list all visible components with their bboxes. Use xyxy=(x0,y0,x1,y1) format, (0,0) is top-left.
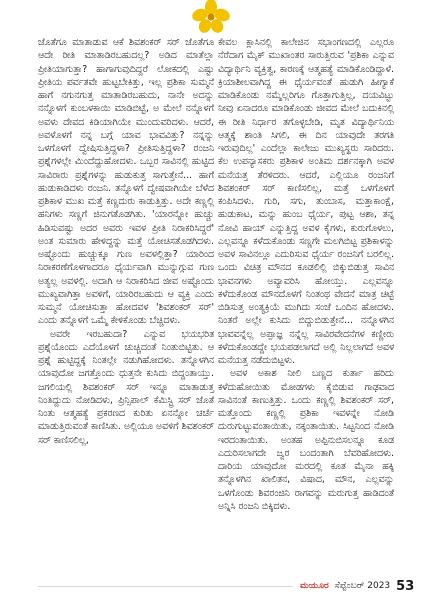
footer-divider xyxy=(38,586,293,587)
page-number: 53 xyxy=(396,578,415,594)
article-paragraph: ಅವಳ ಅಕಾಶ ನೀಲಿ ಬಣ್ಣದ ಕುರ್ತಾ ಹರಿದು ಕಳೆದುಹೋಯಿತು ಮೋಡಗಳು ಕೈಬಿಡುವ ಗಾಢವಾದ ಸಾವಿನಂತೆ ಕಾಣುತ್ತಿತ್ತು. ಒಂದು ಕಣ್ಣಲ್ಲಿ ಶಿವಶಂಕರ್ ಸರ್, ಮತ್ತೊಂದು ಕಣ್ಣಲ್ಲಿ ಪ್ರಶಿಕಾ ಇವಳನ್ನೇ ನೋಡಿ ದುರುಗುಟ್ಟುವಂತಾಯಿತು, ನಕ್ಕಂತಾಯಿತು. ಸಿಟ್ಟನಿಂದ ನೋಡಿ ಇರದಂತಾಯಿತು. ಅಂತಹ ಅಪ್ಪಿನುಬಿಸಲನ್ನೂ ಕೂಡ ಎದುರಿಸಲಾಗದೇ ಜ್ವರ ಬಂದಂತಾಗಿ ಬೆವರಿಹೋದಳು. ದಾರಿಯ ಯಾವುದೋ ಮರದಲ್ಲಿ ಕೂತ ಮೈನಾ ಹಕ್ಕಿ ತನ್ನೊಳಗಿನ ಖಾಲಿತನ, ವಿಷಾದ, ಮೌನ, ಎಲ್ಲವನ್ನು ಒಳಗೊಂಡು ಶಿವರಂಜಿನಿ ರಾಗವನ್ನು ಮರುಗುತ್ತ ಹಾಡಿದಂತೆ ಅನ್ನಿಸಿ ರಂಜನಿ ಬಿಕ್ಕಿದಳು. xyxy=(218,368,394,512)
article-paragraph: ಅವರೇ ಇರಬಹುದಾ? ಎನ್ನುವ ಭಯಭರಿತ ಪ್ರಶ್ನೆಯೊಂದು ಎದೆಯೊಳಗೆ ಚುಚ್ಚಿದಂತೆ ನಿಂತುಬಿಟ್ಟಿತು. ಆ ಪ್ರಶ್ನೆ ಹುಟ್ಟಿದ್ದಕ್ಕೆ ನಿಂತಲ್ಲೇ ನಡುಗಿಹೋದಳು. ತನ್ನೊಳಗಿನ ಯಾವುದೋ ಜಗತ್ತೊಂದು ಧುತ್ತನೇ ಕುಸಿದು ಬಿದ್ದಂತಾಯ್ತು. ಜಗಲಿಯಲ್ಲಿ ಶಿವಶಂಕರ್ ಸರ್ ಇನ್ನೂ ಮಾತಾಡುತ್ತ ನಿಂತಿದ್ದುದು ನೋಡಿದಳು, ಪ್ರಿನ್ಸಿಪಾಲ್ ಕೆಮಿಸ್ಟ್ರಿ ಸರ್ ಜೊತೆ ನಿಂತು ಆತ್ಮಹತ್ಯೆ ಪ್ರಕರಣದ ಕುರಿತು ಏನನ್ನೋ ಚರ್ಚೆ ಮಾಡುತ್ತಿರುವಂತೆ ಕಾಣಿಸಿತು. ಅಲ್ಲಿಯೂ ಅವಳಿಗೆ ಶಿವಶಂಕರ್ ಸರ್ ಕಾಣಿಸಲಿಲ್ಲ, xyxy=(38,328,214,446)
article-column-right xyxy=(218,36,394,513)
page-footer xyxy=(300,576,414,596)
issue-date: ಸೆಪ್ಟೆಂಬರ್ 2023 xyxy=(334,581,391,591)
magazine-brand: ಮಯೂರ xyxy=(300,581,329,591)
flower-ornament-icon xyxy=(186,0,236,34)
article-column-left xyxy=(38,36,214,447)
article-paragraph: ಕೇವಲ ಕ್ಲಾಸಿನಲ್ಲಿ ಕಾಲೇಜಿನ ಸಭಾಂಗಣದಲ್ಲಿ ಎಲ್ಲರೂ ನೆರೆದಾಗ ಮೈಕ್ ಮುಖಾಂತರ ಸಾರುತ್ತಿರುವ 'ಪ್ರಶಿಕಾ ಎನ್ನುವ ವಿದ್ಯಾರ್ಥಿನಿ ವ್ಯಕ್ತಿತ್ವ, ಕಾರಣಕ್ಕೆ ಆತ್ಮಹತ್ಯೆ ಮಾಡಿಕೊಂಡಿದ್ದಾಳೆ. ಕ್ರಿಯಾಶೀಲವಾಗಿದ್ದ ಈ ಧೈರ್ಯವಂತೆ ಹುಡುಗಿ ಹೀಗ್ಯಾಕೆ ಮಾಡಿಕೊಂಡು ನಮ್ಮೆಲ್ಲರಿಗೂ ಗೊತ್ತಾಗುತ್ತಿಲ್ಲ, ದಯವಿಟ್ಟು ನೀವು ಏನಾದರೂ ಮಾಡಿಕೊಂಡು ಜೀವದ ಮೇಲೆ ಬದುಕಿನಲ್ಲಿ ಈ ರೀತಿ ನಿರ್ಧಾರ ತಗೊಳ್ಳಬೇಡಿ, ಮೃತ ವಿದ್ಯಾರ್ಥಿನಿಯ ಆತ್ಮಕ್ಕೆ ಶಾಂತಿ ಸಿಗಲಿ, ಈ ದಿನ ಯಾವುದೇ ತರಗತಿ ಇರುವುದಿಲ್ಲ' ಎಂದೆಲ್ಲಾ ಕಾಲೇಜು ಮುಖ್ಯಸ್ಥರು ಸಾರಿದರು. ಕೆಲ ಉಪನ್ಯಾಸಕರು ಪ್ರಶಿಕಾಳ ಅಂತಿಮ ದರ್ಶನಕ್ಕಾಗಿ ಅವಳ ಮನೆಯತ್ತ ತೆರಳಿದರು. ಆದರೆ, ಎಲ್ಲಿಯೂ ರಂಜನಿಗೆ ಶಿವಶಂಕರ್ ಸರ್ ಕಾಣಿಸಲಿಲ್ಲ, ಮತ್ತೆ ಒಳಗೊಳಗೆ ಕಂಪಿಸಿದಳು. ಗುರಿ, ಸಗು, ತುಂಬಾಸ, ಮತ್ತಾಕಾಂಕ್ಷೆ, ಹುಡುಕಾಟ, ಮನ್ನು ಹುಂಬ ಧೈರ್ಯ, ಪುಟ್ಟ ಆಶಾ, ತನ್ನ ನೋವಿ ಹಾಯ್ ಎನ್ನುತ್ತಿದ್ದ ಅವಳ ಕೈಗಳು, ಕುರುಗೊಳಲು, ಎಲ್ಲವನ್ನೂ ಕಳೆದುಕೊಂಡು ಸಣ್ಣಗೇ ಮಲಗಿಬಿಟ್ಟ ಪ್ರಶಿಕಾಳನ್ನು ಅವಳ ಸಾವಿನಲ್ಲೂ ಎದುರಿಸುವ ಧೈರ್ಯ ರಂಜನಿಗೆ ಬರಲಿಲ್ಲ. ಒಂದು ವಿಚಿತ್ರ ಮೌನದ ಕೂಡಲಿಲ್ಲಿ ಬಿಕ್ಕುಬಿಡುತ್ತ ಸಾವಿನ ಭಾವನಗಳು ಅವ್ಯಾವರಿಸಿ ಹೋಯ್ತು. ಎಲ್ಲವನ್ನೂ ಕಳೆದುಕೊಂಡ ಮೌನದೊಳಗೆ ನಿಂತಂಥ ವೇದನೆ ಮಾತ್ರ ಚಿಟ್ಟೆ ಬಿಡಿಸುತ್ತ ಅಂತ್ಯಕ್ರಿಯೆ ಮುಗಿದು ಸಂಜೆ ಒಂದಿನ ಹೋದಳು. ನಿಂತರೆ ಅಲ್ಲೇ ಕುಸಿದು ಬಿದ್ದುಬಿಡುತ್ತೇನೆ... ನನ್ನೊಳಗಿನ ಭಾವವನ್ನೆಲ್ಲ ಅಪ್ಪಾಜ್ಞ ನನ್ನೆಲ್ಲ ಸಾವಿರವೇದನೆಗಳ ಕಣ್ಣೀರು ಕಳೆದುಕೊಂಡದ್ದೇ ಭಯಪಡಲಾಗದೆ ಅಲ್ಲಿ ನಿಲ್ಲಲಾಗದೆ ಅವಳ ಮನೆಯತ್ತ ನಡೆದುಬಿಟ್ಟಳು. xyxy=(218,37,394,366)
article-paragraph: ಜೊತೆಗೂ ಮಾತಾಡುವ ಆಕೆ ಶಿವಶಂಕರ್ ಸರ್ ಜೊತೆಗೂ ಆದೇ ರೀತಿ ಮಾತಾಡಿರಬಹುದಲ್ಲ? ಅಡಿದ ಮಾತೆಲ್ಲಾ ಪ್ರೀತಿಯಾಗುತ್ತಾ? ಹಾಗಾಗುವುದಿದ್ದರೆ ಲೋಕದಲ್ಲಿ ಎಷ್ಟು ಪ್ರೀತಿಯ ಪರ್ವತವೇ ಹುಟ್ಟಬೇಕಿತ್ತು, ಇಲ್ಲ ಪ್ರಶಿಕಾ ಸುಮ್ಮನೆ ಹಾಗೆ ನಗುನಗುತ್ತ ಮಾತಾಡಿರಬಹುದು, ನಾನೇ ಅದನ್ನು ನನ್ನೊಳಗೆ ಕುಂಬಳಕಾಯಿ ಮಾಡಿಬಿಟ್ಟೆ, ಅ ಮೇಲೆ ನನ್ನೊಳಗೆ ಅವಳು ದೇವದ ಕಿಡಿಯಾಗಿಯೇ ಮುಂದುವರಿದಳು. ಆದರೆ, ಅವಳೊಳಗೆ ನನ್ನ ಬಗ್ಗೆ ಯಾವ ಭಾವವಿತ್ತು? ನನ್ನನ್ನು ಒಳಗೊಳಗೆ ದ್ವೇಷಿಸುತ್ತಿದ್ದಳಾ? ಪ್ರೀತಿಸುತ್ತಿದ್ದಳಾ? ರಂಜನಿ ಪ್ರಶ್ನೆಗಳಲ್ಲೇ ಮಿಂದೆದ್ದುಹೋದಳು. ಒಬ್ಬರ ಸಾವಿನಲ್ಲಿ ಹುಟ್ಟಿದ ಸಾವಿರಾರು ಪ್ರಶ್ನೆಗಳನ್ನು ಹುಡುಕುತ್ತ ಸಾಗುತ್ತೇನೆ... ಹಾಗೆ ಹುಡುಕಾಡಿದಳು ರಂಜನಿ. ತನ್ನೊಳಗೆ ದ್ವೇಷವಾಗಿಯೇ ಬೆಳೆದ ಪ್ರಶಿಕಾಳ ಮುಖ ಮತ್ತೆ ಕಣ್ಣದುರು ಕಾಡುತ್ತಿತ್ತು. ಅದೇ ಕಣ್ಣಲ್ಲಿ ಹನಿಗಳು ಸಣ್ಣಗೆ ಜಿನುಗತೊಡಗಿತು. 'ಯಾರನ್ನೋ ಹುಚ್ಚು ಹಿಡಿಸುವಷ್ಟು ಅದರ ಅವರು ಇವಳ ಪ್ರೀತಿ ನಿರಾಕರಿಸಿದ್ದರೆ' ಅಂತ ಸುಮಾರು ಹೇಳಿದ್ದನ್ನು ಮತ್ತೆ ಯೋಚಿಸತೊಡಗಿದಳು. ಅಷ್ಟೊಂದು ಹುಚ್ಚುಕ್ಕೂ ಗುಣ ಅವಳಲ್ಲಿತ್ತಾ? ಯಾರಿಂದ ನಿರಾಕರಣೆಗೊಳಗಾದರೂ ಧೈರ್ಯವಾಗಿ ಮುನ್ನುಗ್ಗುವ ಗುಣ ಅತ್ಯಲ್ಲ ಅವಳಲ್ಲಿ. ಅದಾಗಿ ಆ ನಿರಾಕರಿಸಿದ ಜೀವ ಅಷ್ಟೊಂದು ಮುಖ್ಯವಾಗಿತ್ತಾ ಅವಳಿಗೆ, ಯಾರಿರಬಹುದು ಆ ವ್ಯಕ್ತಿ ಎಂದು ಸುಮ್ಮನೆ ಯೋಚಿಸುತ್ತಾ ಹೋದವಳ 'ಶಿವಶಂಕರ್ ಸರ್' ಎಂದು ತನ್ನೊಳಗೆ ಒಮ್ಮೆ ಕೇಳಿಕೊಂಡು ಬೆಚ್ಚಿದಳು. xyxy=(38,37,214,327)
